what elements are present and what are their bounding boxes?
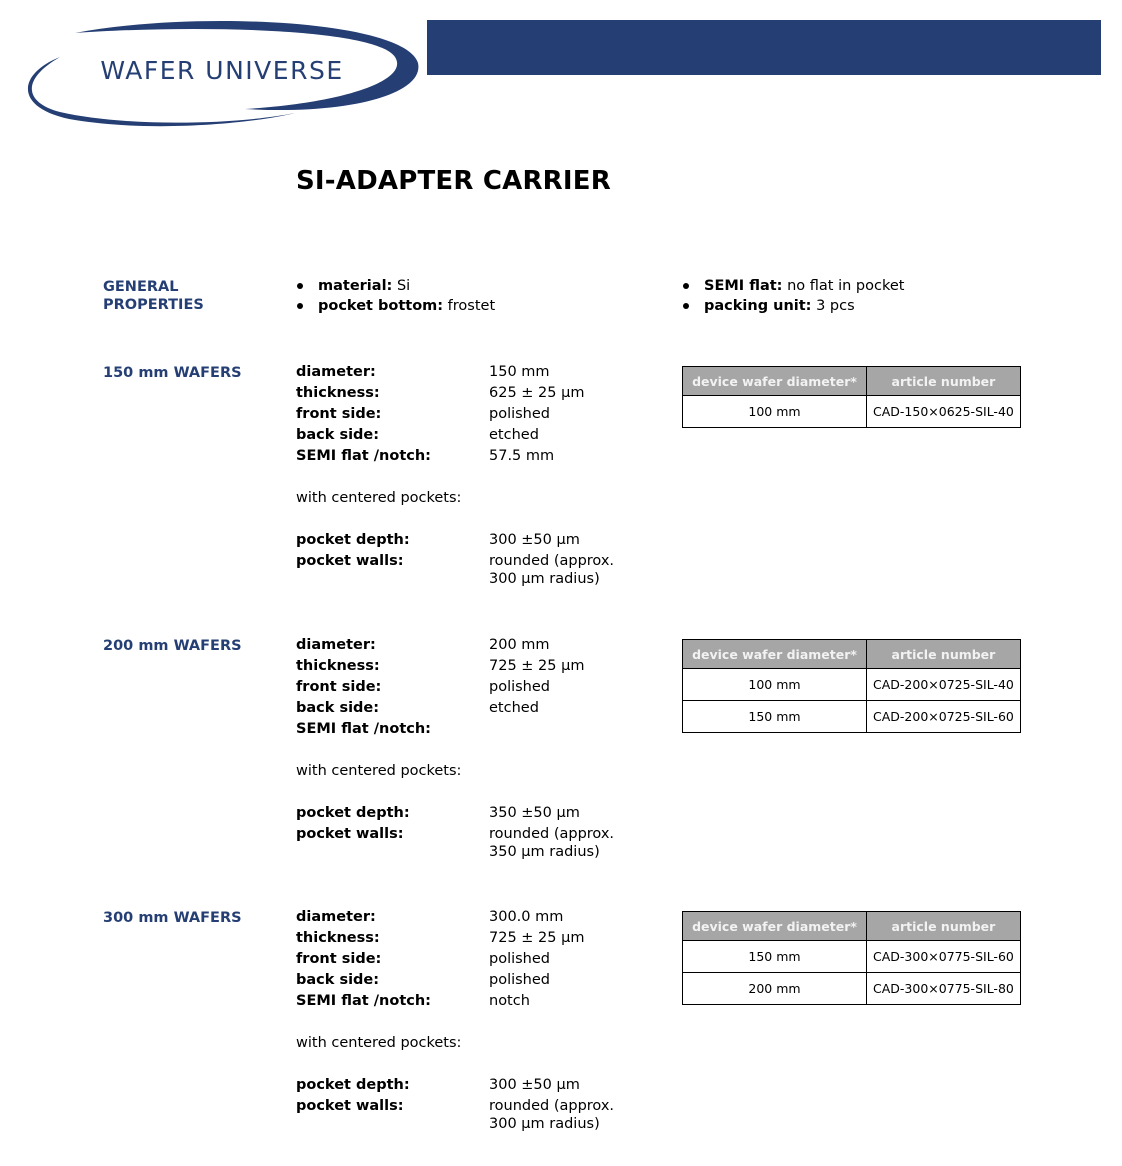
pockets-note: with centered pockets: — [296, 763, 462, 779]
property-row: pocket depth: 300 ±50 µm — [296, 1077, 580, 1093]
general-property-pocket-bottom: pocket bottom: frostet — [296, 296, 495, 316]
table-row: 200 mm CAD-300×0775-SIL-80 — [683, 973, 1021, 1005]
property-row: pocket walls: rounded (approx. 300 µm radius) — [296, 1098, 615, 1132]
table-row: 100 mm CAD-150×0625-SIL-40 — [683, 396, 1021, 428]
property-row: thickness: 725 ± 25 µm — [296, 930, 585, 946]
property-row: diameter: 150 mm — [296, 364, 550, 380]
table-header-diameter: device wafer diameter* — [683, 640, 867, 669]
property-row: front side: polished — [296, 951, 551, 967]
property-row: back side: etched — [296, 700, 539, 716]
article-table-200mm — [682, 639, 1021, 733]
logo-ellipse-icon — [15, 15, 425, 130]
property-row: pocket walls: rounded (approx. 300 µm radius) — [296, 553, 615, 587]
section-label-300mm: 300 mm WAFERS — [103, 910, 242, 926]
property-row: diameter: 200 mm — [296, 637, 550, 653]
general-property-semi-flat: SEMI flat: no flat in pocket — [682, 276, 904, 296]
section-label-150mm: 150 mm WAFERS — [103, 365, 242, 381]
general-properties-right — [682, 276, 904, 316]
header-bar — [427, 20, 1101, 75]
table-header-article: article number — [867, 640, 1021, 669]
general-property-material: material: Si — [296, 276, 495, 296]
general-properties-label — [103, 278, 273, 314]
wafer-universe-logo — [15, 15, 425, 130]
property-row: back side: etched — [296, 427, 539, 443]
property-row: pocket depth: 350 ±50 µm — [296, 805, 580, 821]
property-row: diameter: 300.0 mm — [296, 909, 564, 925]
pockets-note: with centered pockets: — [296, 490, 462, 506]
general-properties-left — [296, 276, 495, 316]
property-row: front side: polished — [296, 406, 551, 422]
property-row: back side: polished — [296, 972, 551, 988]
section-label-200mm: 200 mm WAFERS — [103, 638, 242, 654]
table-row: 150 mm CAD-200×0725-SIL-60 — [683, 701, 1021, 733]
property-row: SEMI flat /notch: — [296, 721, 431, 737]
property-row: thickness: 625 ± 25 µm — [296, 385, 585, 401]
general-label-line2: PROPERTIES — [103, 297, 204, 313]
property-row: front side: polished — [296, 679, 551, 695]
section-200mm-properties — [296, 635, 615, 866]
table-header-article: article number — [867, 367, 1021, 396]
section-300mm-properties — [296, 907, 615, 1138]
article-table-150mm — [682, 366, 1021, 428]
table-header-diameter: device wafer diameter* — [683, 912, 867, 941]
logo-text: WAFER UNIVERSE — [100, 56, 344, 85]
table-row: 150 mm CAD-300×0775-SIL-60 — [683, 941, 1021, 973]
article-table-300mm — [682, 911, 1021, 1005]
table-header-diameter: device wafer diameter* — [683, 367, 867, 396]
general-property-packing-unit: packing unit: 3 pcs — [682, 296, 904, 316]
property-row: SEMI flat /notch: notch — [296, 993, 530, 1009]
general-label-line1: GENERAL — [103, 279, 179, 295]
property-row: SEMI flat /notch: 57.5 mm — [296, 448, 555, 464]
property-row: pocket walls: rounded (approx. 350 µm radius) — [296, 826, 615, 860]
table-header-article: article number — [867, 912, 1021, 941]
pockets-note: with centered pockets: — [296, 1035, 462, 1051]
property-row: pocket depth: 300 ±50 µm — [296, 532, 580, 548]
table-row: 100 mm CAD-200×0725-SIL-40 — [683, 669, 1021, 701]
page-title: SI-ADAPTER CARRIER — [296, 166, 611, 196]
section-150mm-properties — [296, 362, 615, 593]
property-row: thickness: 725 ± 25 µm — [296, 658, 585, 674]
